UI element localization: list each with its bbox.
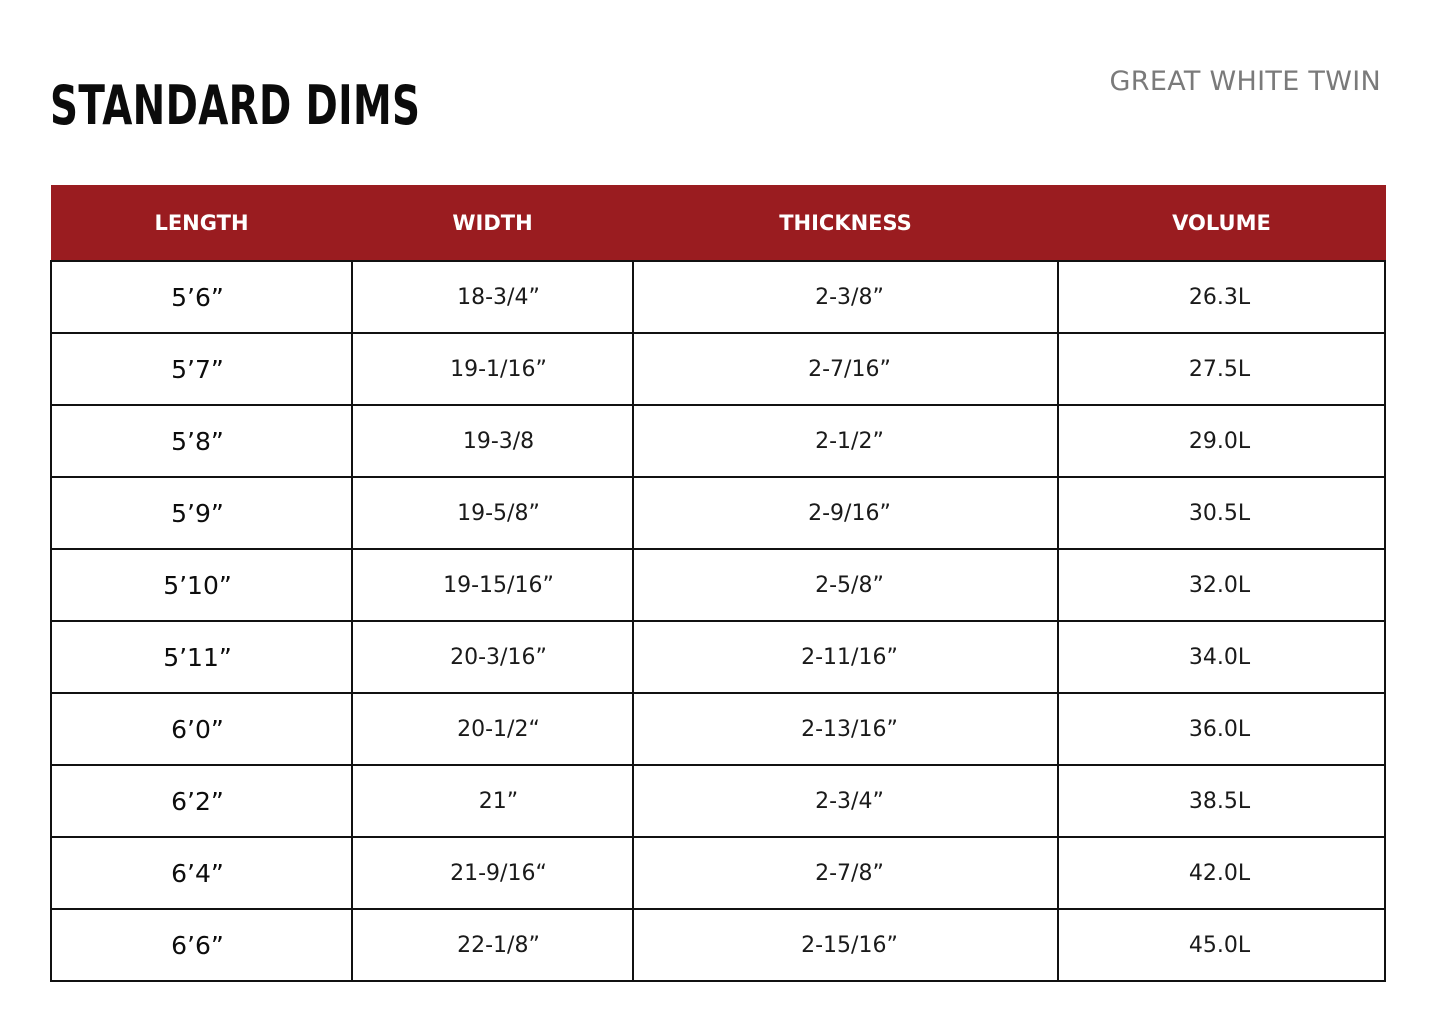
cell-width: 21-9/16“: [352, 837, 633, 909]
cell-thickness: 2-7/16”: [633, 333, 1058, 405]
cell-width: 22-1/8”: [352, 909, 633, 981]
cell-length: 5’7”: [51, 333, 352, 405]
model-name: GREAT WHITE TWIN: [1109, 66, 1381, 97]
table-row: [51, 765, 1385, 837]
table-header: [51, 186, 1385, 262]
table-row: [51, 261, 1385, 333]
cell-width: 20-3/16”: [352, 621, 633, 693]
cell-width: 19-3/8: [352, 405, 633, 477]
cell-volume: 38.5L: [1058, 765, 1385, 837]
column-header-length: LENGTH: [51, 186, 352, 262]
header-row: [51, 186, 1385, 262]
cell-length: 6’2”: [51, 765, 352, 837]
cell-length: 6’0”: [51, 693, 352, 765]
cell-width: 19-1/16”: [352, 333, 633, 405]
cell-length: 5’6”: [51, 261, 352, 333]
cell-thickness: 2-9/16”: [633, 477, 1058, 549]
cell-width: 19-15/16”: [352, 549, 633, 621]
cell-width: 21”: [352, 765, 633, 837]
cell-volume: 45.0L: [1058, 909, 1385, 981]
cell-thickness: 2-13/16”: [633, 693, 1058, 765]
table-row: [51, 837, 1385, 909]
cell-length: 5’11”: [51, 621, 352, 693]
table-row: [51, 333, 1385, 405]
cell-length: 6’4”: [51, 837, 352, 909]
table-body: [51, 261, 1385, 981]
table-row: [51, 405, 1385, 477]
cell-thickness: 2-15/16”: [633, 909, 1058, 981]
table-row: [51, 477, 1385, 549]
column-header-thickness: THICKNESS: [633, 186, 1058, 262]
column-header-width: WIDTH: [352, 186, 633, 262]
table-row: [51, 693, 1385, 765]
cell-length: 5’9”: [51, 477, 352, 549]
cell-thickness: 2-11/16”: [633, 621, 1058, 693]
cell-thickness: 2-5/8”: [633, 549, 1058, 621]
cell-thickness: 2-3/8”: [633, 261, 1058, 333]
cell-volume: 36.0L: [1058, 693, 1385, 765]
cell-length: 5’8”: [51, 405, 352, 477]
table-row: [51, 549, 1385, 621]
table-row: [51, 621, 1385, 693]
column-header-volume: VOLUME: [1058, 186, 1385, 262]
cell-length: 5’10”: [51, 549, 352, 621]
cell-volume: 30.5L: [1058, 477, 1385, 549]
cell-thickness: 2-3/4”: [633, 765, 1058, 837]
page-title: STANDARD DIMS: [50, 74, 421, 138]
cell-volume: 27.5L: [1058, 333, 1385, 405]
dimensions-table: [50, 185, 1386, 982]
cell-volume: 26.3L: [1058, 261, 1385, 333]
cell-width: 18-3/4”: [352, 261, 633, 333]
table-row: [51, 909, 1385, 981]
cell-width: 19-5/8”: [352, 477, 633, 549]
cell-volume: 34.0L: [1058, 621, 1385, 693]
cell-width: 20-1/2“: [352, 693, 633, 765]
cell-volume: 32.0L: [1058, 549, 1385, 621]
cell-volume: 29.0L: [1058, 405, 1385, 477]
cell-length: 6’6”: [51, 909, 352, 981]
cell-volume: 42.0L: [1058, 837, 1385, 909]
cell-thickness: 2-7/8”: [633, 837, 1058, 909]
cell-thickness: 2-1/2”: [633, 405, 1058, 477]
